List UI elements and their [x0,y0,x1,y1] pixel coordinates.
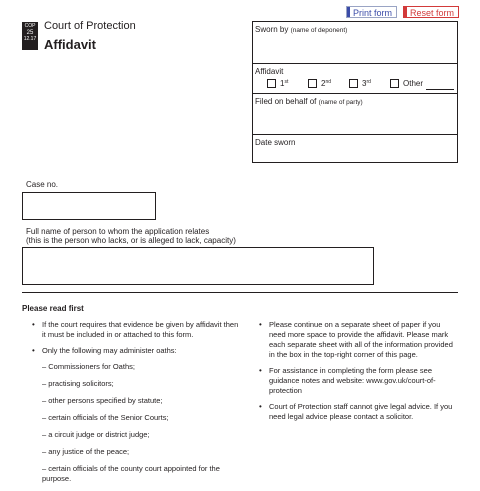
bullet-icon: • [259,320,262,329]
notes-right-column [257,320,457,428]
logo-line2: 25 [26,29,34,36]
filed-on-behalf-field[interactable] [253,108,457,133]
oath-subitem: – any justice of the peace; [42,447,130,456]
print-form-label: Print form [353,8,393,18]
ordinal-number: 3 [362,79,367,88]
filed-on-behalf-note: (name of party) [318,99,363,106]
oath-subitem: – other persons specified by statute; [42,396,163,405]
note-bullet [257,366,457,396]
divider [252,63,458,64]
note-text: Please continue on a separate sheet of paper if you need more space to provide the affidavit. Please mark each separate sheet with all of the information provided in the box in the top-right corner of this page. [269,320,453,359]
note-bullet [257,402,457,422]
oath-subitem: – Commissioners for Oaths; [42,362,135,371]
case-no-input[interactable] [22,192,156,220]
divider [252,93,458,94]
print-flag-icon [347,7,350,17]
note-bullet [30,320,242,340]
filed-on-behalf-text: Filed on behalf of [255,97,317,106]
note-text: Only the following may administer oaths: [42,346,177,355]
divider [252,134,458,135]
reset-flag-icon [404,7,407,17]
reset-form-label: Reset form [410,8,455,18]
ordinal-suffix: nd [325,79,332,85]
oath-subitem: – certain officials of the Senior Courts; [42,413,169,422]
form-title: Affidavit [44,37,96,52]
note-bullet [30,346,242,356]
note-bullet [257,320,457,360]
note-text: If the court requires that evidence be given by affidavit then it must be included in or attached to this form. [42,320,239,339]
ordinal-number: 1 [280,79,285,88]
oath-subitem: – a circuit judge or district judge; [42,430,150,439]
ordinal-suffix: rd [366,79,371,85]
notes-heading: Please read first [22,304,84,313]
ordinal-number: 2 [321,79,326,88]
affidavit-1st-label [280,79,288,88]
bullet-icon: • [32,320,35,329]
affidavit-2nd-label [321,79,331,88]
affidavit-3rd-label [362,79,371,88]
logo-line1: COP [24,23,36,29]
oath-subitem: – certain officials of the county court appointed for the purpose. [42,464,220,483]
section-divider [22,292,458,293]
affidavit-other-checkbox[interactable] [390,79,399,88]
person-name-label-line2: (this is the person who lacks, or is alleged to lack, capacity) [26,236,236,245]
person-name-label-line1: Full name of person to whom the application relates [26,227,210,236]
ordinal-suffix: st [284,79,289,85]
case-no-label: Case no. [26,180,59,189]
bullet-icon: • [259,402,262,411]
oath-subitem: – practising solicitors; [42,379,114,388]
affidavit-2nd-checkbox[interactable] [308,79,317,88]
notes-left-column [30,320,242,491]
note-text: Court of Protection staff cannot give legal advice. If you need legal advice please contact a solicitor. [269,402,453,421]
print-form-button[interactable] [346,6,397,18]
other-entry-line[interactable] [426,89,454,90]
cop-form-logo [22,22,38,50]
sworn-by-field[interactable] [253,36,457,62]
sworn-by-note: (name of deponent) [290,27,348,34]
note-text: For assistance in completing the form please see guidance notes and website: www.gov.uk/court-of-protection [269,366,436,395]
affidavit-other-label: Other [403,79,424,88]
affidavit-3rd-checkbox[interactable] [349,79,358,88]
affidavit-label: Affidavit [255,67,284,76]
bullet-icon: • [32,346,35,355]
person-name-input[interactable] [22,247,374,285]
sworn-by-label [255,25,347,34]
date-sworn-label: Date sworn [255,138,296,147]
date-sworn-field[interactable] [253,148,457,162]
reset-form-button[interactable] [403,6,459,18]
affidavit-1st-checkbox[interactable] [267,79,276,88]
sworn-by-text: Sworn by [255,25,289,34]
court-name: Court of Protection [44,20,136,32]
filed-on-behalf-label [255,97,363,106]
bullet-icon: • [259,366,262,375]
logo-line3: 12.17 [23,36,37,42]
